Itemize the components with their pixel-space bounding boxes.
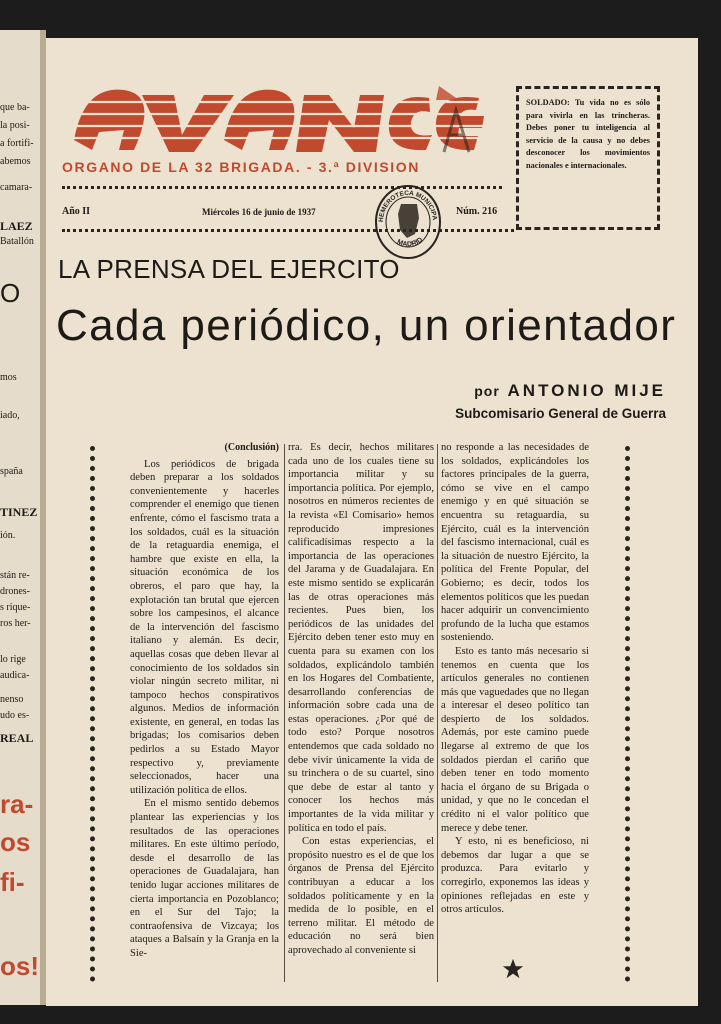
left-page-fragment: TINEZ bbox=[0, 506, 38, 518]
left-page-fragment: nenso bbox=[0, 694, 24, 705]
soldier-notice-text: SOLDADO: Tu vida no es sólo para vivirla en las trincheras. Debes poner tu inteligencia al servicio de la causa y no debes desconocer los movimientos nacionales e internacionales. bbox=[526, 98, 650, 170]
left-page-fragment: camara- bbox=[0, 182, 33, 193]
column-rule bbox=[437, 444, 438, 982]
left-page-fragment: que ba- bbox=[0, 102, 30, 113]
left-page-fragment: LAEZ bbox=[0, 220, 33, 232]
left-page-fragment: Batallón bbox=[0, 236, 34, 247]
paragraph: Los periódicos de brigada deben preparar a los soldados convenientemente y hacerles comprender el enemigo que tienen enfrente, cómo el fascismo trata a los soldados, cuál es la situación de la retaguardia enemiga, el hambre que existe en ella, la situación económica de los obreros, el paro que hay, la explotación tan brutal que ejercen sobre los campesinos, el alcance de la intervención del fascismo italiano y alemán. Es decir, aquellas cosas que deben llevar al conocimiento de los soldados sin violar ningún secreto militar, ni tampoco hechos conspirativos algunos. Medios de información existente, en general, en todas las brigadas; los comisarios deben pedirlos a su Estado Mayor respectivo y, previamente seleccionados, hacer una utilización política de ellos. bbox=[130, 458, 279, 796]
left-page-fragment: ros her- bbox=[0, 618, 31, 629]
left-page-fragment: a fortifi- bbox=[0, 138, 34, 149]
left-page-fragment: stán re- bbox=[0, 570, 30, 581]
svg-text:MADRID bbox=[396, 237, 424, 249]
left-page-fragment: s rique- bbox=[0, 602, 31, 613]
paragraph: rra. Es decir, hechos militares cada uno de los cuales tiene su importancia militar y su importancia política. Por ejemplo, nosotros en números recientes de la revista «El Comisario» hemos reproducido impresiones calificadísimas respecto a la importancia de las operaciones del Jarama y de Guadalajara. En este mismo sentido se explicarán las de otras operaciones más recientes. Pues bien, los periódicos de las unidades del Ejército deben tener esto muy en cuenta para su examen con los soldados, explicándolo también en los Hogares del Combatiente, desarrollando conferencias de información sobre cada una de estas operaciones. ¿Por qué de todo esto? Porque nosotros entendemos que cada soldado no debe vivir únicamente la vida de su trinchera o de su cuartel, sino que debe de estar al tanto y conocer los hechos más importantes de la vida militar y política en todo el país. bbox=[288, 442, 434, 834]
left-page-fragment: REAL bbox=[0, 732, 34, 744]
left-page-fragment: lo rige bbox=[0, 654, 26, 665]
left-page-fragment: fi- bbox=[0, 867, 25, 897]
author-name: ANTONIO MIJE bbox=[507, 381, 666, 400]
issue-date: Miércoles 16 de junio de 1937 bbox=[202, 207, 316, 217]
masthead-rule-bottom bbox=[62, 229, 514, 232]
dotted-border-right bbox=[625, 446, 630, 982]
article-column-1 bbox=[130, 441, 279, 981]
left-page-fragment: la posi- bbox=[0, 120, 30, 131]
column-rule bbox=[284, 444, 285, 982]
masthead-logo bbox=[64, 80, 500, 155]
left-page-fragment: O bbox=[0, 278, 21, 308]
section-heading: LA PRENSA DEL EJERCITO bbox=[58, 254, 400, 284]
star-ornament bbox=[502, 958, 524, 980]
left-page-fragment: drones- bbox=[0, 586, 30, 597]
article-headline: Cada periódico, un orientador bbox=[56, 301, 677, 350]
soldier-notice-box bbox=[516, 86, 660, 230]
paragraph: Y esto, ni es beneficioso, ni debemos dar lugar a que se produzca. Para evitarlo y corregirlo, exponemos las ideas y opiniones reflejadas en este y otros artículos. bbox=[441, 836, 589, 916]
article-column-2 bbox=[288, 441, 434, 981]
left-page-fragment: spaña bbox=[0, 466, 23, 477]
issue-year: Año II bbox=[62, 206, 91, 217]
stamp-text-bottom: MADRID bbox=[395, 236, 425, 249]
left-page-fragment: ión. bbox=[0, 530, 16, 541]
conclusion-tag: (Conclusión) bbox=[224, 442, 279, 453]
left-page-fragment: udo es- bbox=[0, 710, 30, 721]
left-page-fragment: abemos bbox=[0, 156, 31, 167]
article-column-3 bbox=[441, 441, 589, 953]
paragraph: no responde a las necesidades de los soldados, explicándoles los factores principales de la guerra, cómo se vive en el campo enemigo y en qué situación se encuentra su retaguardia, su Ejército, cuál es la intervención del fascismo internacional, cuál es la situación de nuestro Ejército, la política del Frente Popular, del Gobierno; es decir, todos los elementos políticos que les puedan hacer adquirir un convencimiento profundo de la lucha que estamos sosteniendo. bbox=[441, 442, 589, 644]
masthead-subtitle: ORGANO DE LA 32 BRIGADA. - 3.ª DIVISION bbox=[62, 159, 420, 175]
paragraph: En el mismo sentido debemos plantear las experiencias y los resultados de las operaciones militares. En este último período, desde el desarrollo de las operaciones de Guadalajara, han tenido lugar acciones militares de cierta importancia en Pozoblanco; en el Sur del Tajo; la contraofensiva de Vizcaya; los ataques a Balsaín y la Granja en la Sie- bbox=[130, 798, 279, 959]
library-stamp bbox=[373, 182, 443, 262]
left-page-fragment: audica- bbox=[0, 670, 30, 681]
issue-number: Núm. 216 bbox=[456, 206, 498, 217]
left-page-fragment: os! bbox=[0, 951, 39, 981]
left-page-strip bbox=[0, 30, 40, 1005]
dotted-border-left bbox=[90, 446, 95, 982]
paragraph: Esto es tanto más necesario si tenemos en cuenta que los artículos generales no contienen más que vaguedades que no llegan a interesar el deseo político tan despierto de los soldados. Además, por este camino puede llegarse al extremo de que los soldados pierdan el cariño que deben tener en todo momento hacia el órgano de su Brigada o unidad, y que no le concedan el crédito ni el valor político que merece y debe tener. bbox=[441, 645, 589, 834]
left-page-fragment: ra- bbox=[0, 789, 34, 819]
paragraph: Con estas experiencias, el propósito nuestro es el de que los órganos de Prensa del Ejército contribuyan a educar a los soldados políticamente y en la medida de lo posible, en el terreno militar. El método de educación no será bien aprovechado al conveniente si bbox=[288, 836, 434, 956]
left-page-fragment: iado, bbox=[0, 410, 20, 421]
byline-prefix: por bbox=[474, 383, 500, 399]
author-role: Subcomisario General de Guerra bbox=[455, 406, 666, 421]
byline bbox=[436, 381, 666, 421]
left-page-fragment: mos bbox=[0, 372, 17, 383]
stamp-text-top: HEMEROTECA MUNICIPA bbox=[377, 189, 439, 223]
left-page-fragment: os bbox=[0, 827, 31, 857]
